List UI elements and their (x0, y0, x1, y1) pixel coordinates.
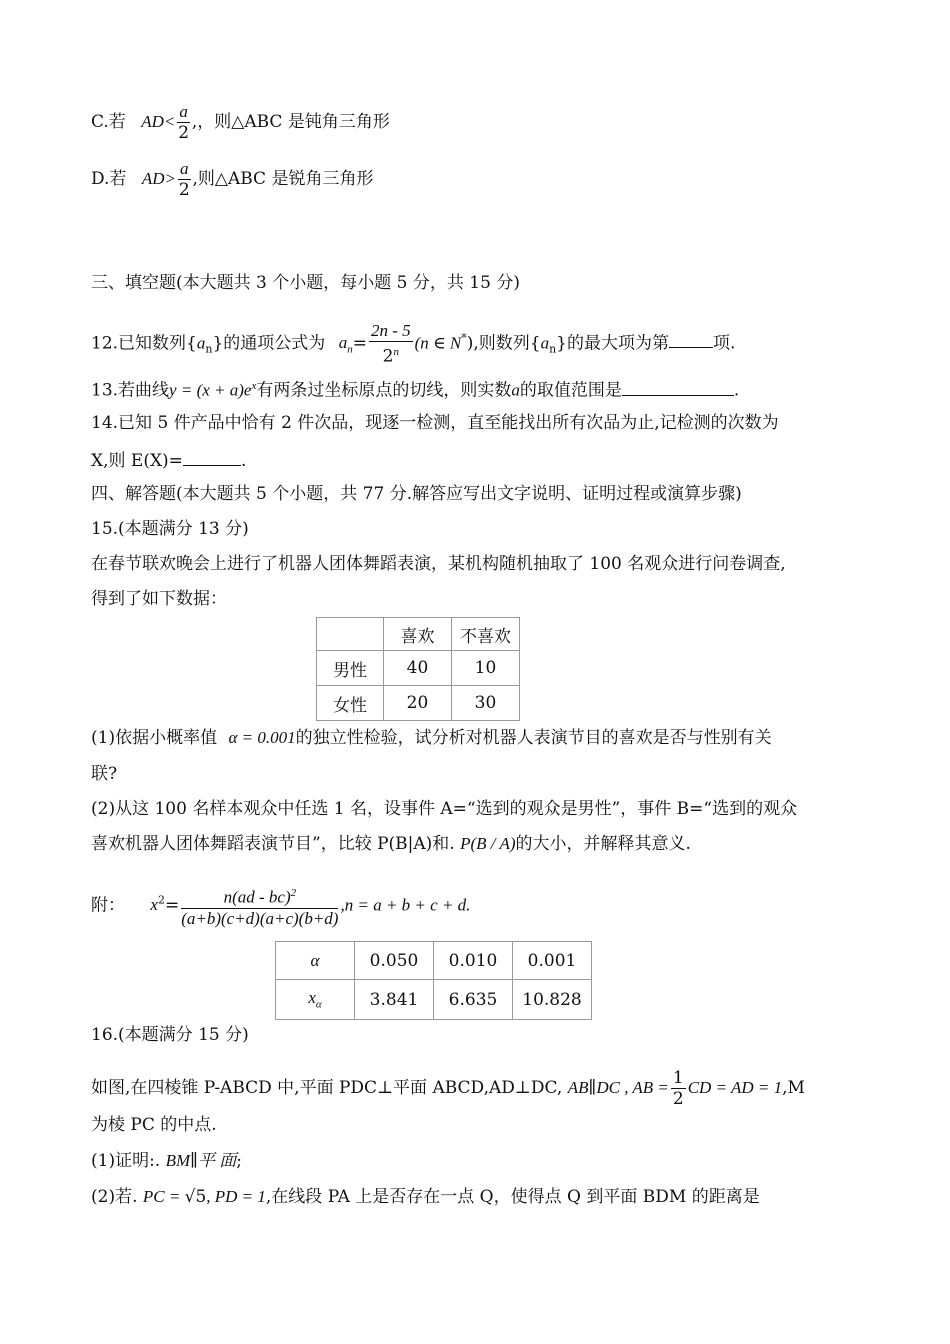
fraction: $\frac{a}{2}$ (178, 102, 190, 143)
table-cell: 女性 (317, 686, 384, 721)
table-header-cell: 喜欢 (384, 618, 452, 651)
question-13: 13.若曲线$y = (x + a)e^x$有两条过坐标原点的切线，则实数a的取值范围是 . (91, 374, 739, 403)
question-16-text-1: 如图,在四棱锥 P-ABCD 中,平面 PDC⊥平面 ABCD,AD⊥DC, AB∥DC , AB = $\frac{1}{2}$ CD = AD = 1,M (91, 1068, 805, 1109)
table-cell: α (276, 942, 355, 980)
survey-table (316, 617, 520, 721)
table-header-cell (317, 618, 384, 651)
table-cell: 6.635 (434, 980, 513, 1020)
critical-value-table (275, 941, 592, 1020)
chi-square-fraction: $\frac{n(ad - bc)^2}{(a+b)(c+d)(a+c)(b+d)}$ (181, 883, 338, 929)
question-15-part-2: (2)从这 100 名样本观众中任选 1 名，设事件 A=“选到的观众是男性”，事件 B=“选到的观众 (91, 799, 798, 819)
question-16-part-1: (1)证明:. BM∥平 面; (91, 1151, 243, 1171)
question-15-part-1-cont: 联? (91, 764, 118, 784)
question-16-header: 16.(本题满分 15 分) (91, 1025, 249, 1045)
question-15-text-2: 得到了如下数据： (91, 589, 227, 609)
fraction: $\frac{a}{2}$ (178, 159, 190, 200)
answer-blank[interactable] (622, 377, 734, 396)
question-12: 12.已知数列$\{a_n\}$的通项公式为 $a_n=$ $\frac{2n - 5}{2^n}$ (n ∈ N*),则数列$\{a_n\}$的最大项为第 项. (91, 321, 736, 367)
question-15-part-2-cont: 喜欢机器人团体舞蹈表演节目”，比较 P(B|A)和. P(B / A)的大小，并解释其意义. (91, 834, 691, 854)
table-cell: 30 (452, 686, 520, 721)
section-4-title: 四、解答题(本大题共 5 个小题，共 77 分.解答应写出文字说明、证明过程或演算步骤) (91, 484, 742, 504)
table-cell: 0.001 (513, 942, 592, 980)
sqrt-icon: √ (184, 1187, 196, 1207)
question-14-line-1: 14.已知 5 件产品中恰有 2 件次品，现逐一检测，直至能找出所有次品为止,记检测的次数为 (91, 413, 779, 433)
table-cell: 10.828 (513, 980, 592, 1020)
section-3-title: 三、填空题(本大题共 3 个小题，每小题 5 分，共 15 分) (91, 273, 520, 293)
question-15-text-1: 在春节联欢晚会上进行了机器人团体舞蹈表演，某机构随机抽取了 100 名观众进行问卷调查, (91, 554, 786, 574)
fraction: $\frac{2n - 5}{2^n}$ (370, 321, 411, 367)
option-c-lhs: AD (141, 112, 164, 131)
table-cell: 3.841 (355, 980, 434, 1020)
table-cell: 40 (384, 651, 452, 686)
option-d: D.若 AD> $\frac{a}{2}$ ,则△ABC 是锐角三角形 (91, 159, 374, 200)
table-cell: $x_\alpha$ (276, 980, 355, 1020)
table-header-cell: 不喜欢 (452, 618, 520, 651)
question-16-part-2: (2)若. PC = √5, PD = 1,在线段 PA 上是否存在一点 Q，使得点 Q 到平面 BDM 的距离是 (91, 1187, 760, 1207)
table-cell: 20 (384, 686, 452, 721)
question-15-header: 15.(本题满分 13 分) (91, 519, 249, 539)
answer-blank[interactable] (183, 447, 241, 466)
option-c: C.若 AD< $\frac{a}{2}$ ,，则△ABC 是钝角三角形 (91, 102, 390, 143)
question-14-line-2: X,则 E(X)= . (91, 447, 246, 473)
table-cell: 男性 (317, 651, 384, 686)
table-cell: 10 (452, 651, 520, 686)
table-cell: 0.050 (355, 942, 434, 980)
appendix-formula: 附： $x^2=$ $\frac{n(ad - bc)^2}{(a+b)(c+d)(a+c)(b+d)}$ ,n = a + b + c + d. (91, 883, 470, 929)
answer-blank[interactable] (669, 329, 713, 348)
question-16-text-2: 为棱 PC 的中点. (91, 1115, 217, 1135)
table-cell: 0.010 (434, 942, 513, 980)
question-15-part-1: (1)依据小概率值 α = 0.001的独立性检验，试分析对机器人表演节目的喜欢是否与性别有关 (91, 728, 772, 748)
fraction: $\frac{1}{2}$ (672, 1068, 684, 1109)
